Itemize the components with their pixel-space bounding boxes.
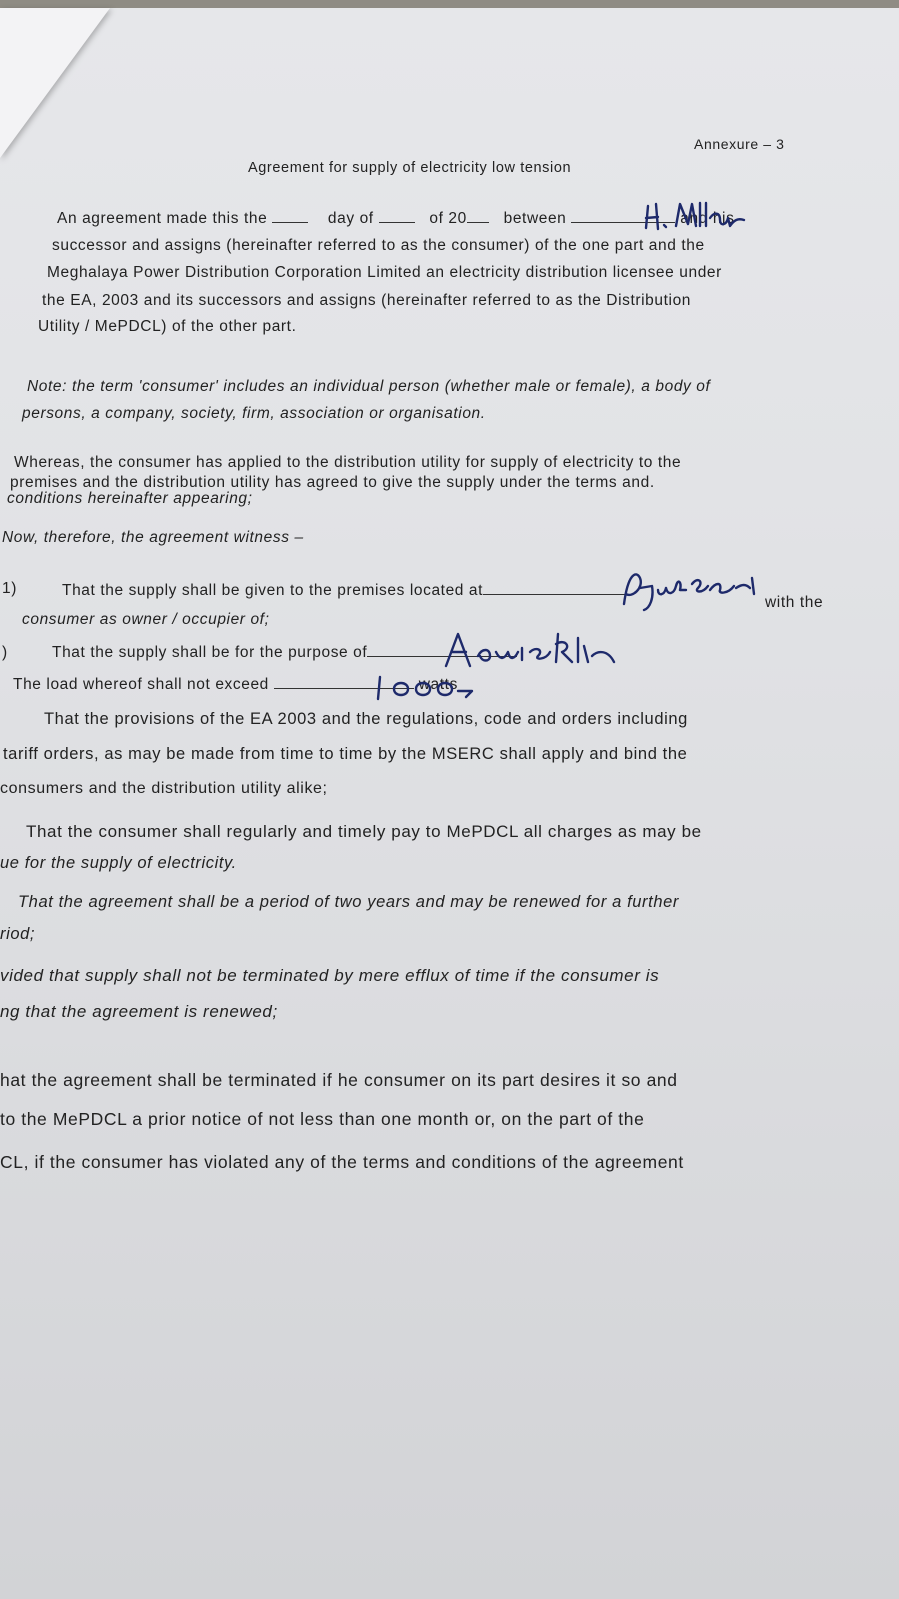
intro-line-3: Meghalaya Power Distribution Corporation Limited an electricity distribution licensee under bbox=[47, 264, 722, 281]
whereas-line-3: conditions hereinafter appearing; bbox=[7, 490, 253, 507]
day-blank bbox=[272, 222, 308, 223]
intro-text-e: and his bbox=[680, 210, 735, 227]
clause-4-line-1: That the provisions of the EA 2003 and the regulations, code and orders including bbox=[44, 710, 688, 728]
load-handwriting bbox=[372, 669, 488, 705]
clause-4-line-2: tariff orders, as may be made from time to time by the MSERC shall apply and bind the bbox=[3, 745, 688, 763]
intro-line-1 bbox=[57, 210, 734, 228]
whereas-line-1: Whereas, the consumer has applied to the distribution utility for supply of electricity to the bbox=[14, 454, 682, 471]
month-blank bbox=[379, 222, 415, 223]
year-blank bbox=[467, 222, 489, 223]
clause-6-line-1: That the agreement shall be a period of two years and may be renewed for a further bbox=[18, 893, 679, 911]
clause-3-unit: watts bbox=[418, 676, 458, 693]
location-handwriting bbox=[618, 564, 768, 614]
clause-1-line-2: consumer as owner / occupier of; bbox=[22, 611, 270, 628]
clause-1-number: 1) bbox=[2, 580, 17, 597]
clause-4-line-3: consumers and the distribution utility alike; bbox=[0, 780, 328, 797]
now-therefore: Now, therefore, the agreement witness – bbox=[2, 529, 304, 546]
clause-6-line-2: riod; bbox=[0, 925, 36, 943]
note-line-1: Note: the term 'consumer' includes an individual person (whether male or female), a body of bbox=[27, 378, 711, 395]
clause-7-line-2: ng that the agreement is renewed; bbox=[0, 1002, 278, 1021]
document-title: Agreement for supply of electricity low tension bbox=[248, 160, 572, 176]
clause-5-line-1: That the consumer shall regularly and timely pay to MePDCL all charges as may be bbox=[26, 822, 702, 841]
document-page bbox=[0, 8, 899, 1599]
clause-8-line-2: to the MePDCL a prior notice of not less than one month or, on the part of the bbox=[0, 1109, 645, 1129]
clause-8-line-3: CL, if the consumer has violated any of the terms and conditions of the agreement bbox=[0, 1152, 684, 1172]
clause-1-text: That the supply shall be given to the premises located at bbox=[62, 582, 484, 599]
clause-2-number: ) bbox=[2, 644, 8, 661]
intro-line-5: Utility / MePDCL) of the other part. bbox=[38, 318, 297, 335]
intro-line-2: successor and assigns (hereinafter referred to as the consumer) of the one part and the bbox=[52, 237, 705, 254]
location-blank bbox=[483, 594, 625, 595]
note-line-2: persons, a company, society, firm, association or organisation. bbox=[22, 405, 486, 422]
whereas-line-2: premises and the distribution utility has agreed to give the supply under the terms and. bbox=[10, 474, 655, 491]
clause-8-line-1: hat the agreement shall be terminated if he consumer on its part desires it so and bbox=[0, 1070, 678, 1090]
clause-2-text: That the supply shall be for the purpose of bbox=[52, 644, 368, 661]
intro-text-c: of 20 bbox=[429, 210, 467, 227]
clause-3-text: The load whereof shall not exceed bbox=[13, 676, 269, 693]
consumer-name-handwriting bbox=[640, 198, 752, 236]
clause-1-line-1 bbox=[62, 582, 625, 600]
intro-line-4: the EA, 2003 and its successors and assigns (hereinafter referred to as the Distribution bbox=[42, 292, 692, 309]
folded-corner bbox=[0, 8, 110, 158]
intro-text-b: day of bbox=[327, 210, 374, 227]
intro-text-d: between bbox=[503, 210, 567, 227]
annexure-label: Annexure – 3 bbox=[694, 136, 785, 152]
clause-7-line-1: vided that supply shall not be terminated by mere efflux of time if the consumer is bbox=[0, 966, 660, 985]
intro-text-a: An agreement made this the bbox=[57, 210, 268, 227]
clause-1-tail: with the bbox=[765, 594, 824, 611]
clause-5-line-2: ue for the supply of electricity. bbox=[0, 854, 237, 872]
